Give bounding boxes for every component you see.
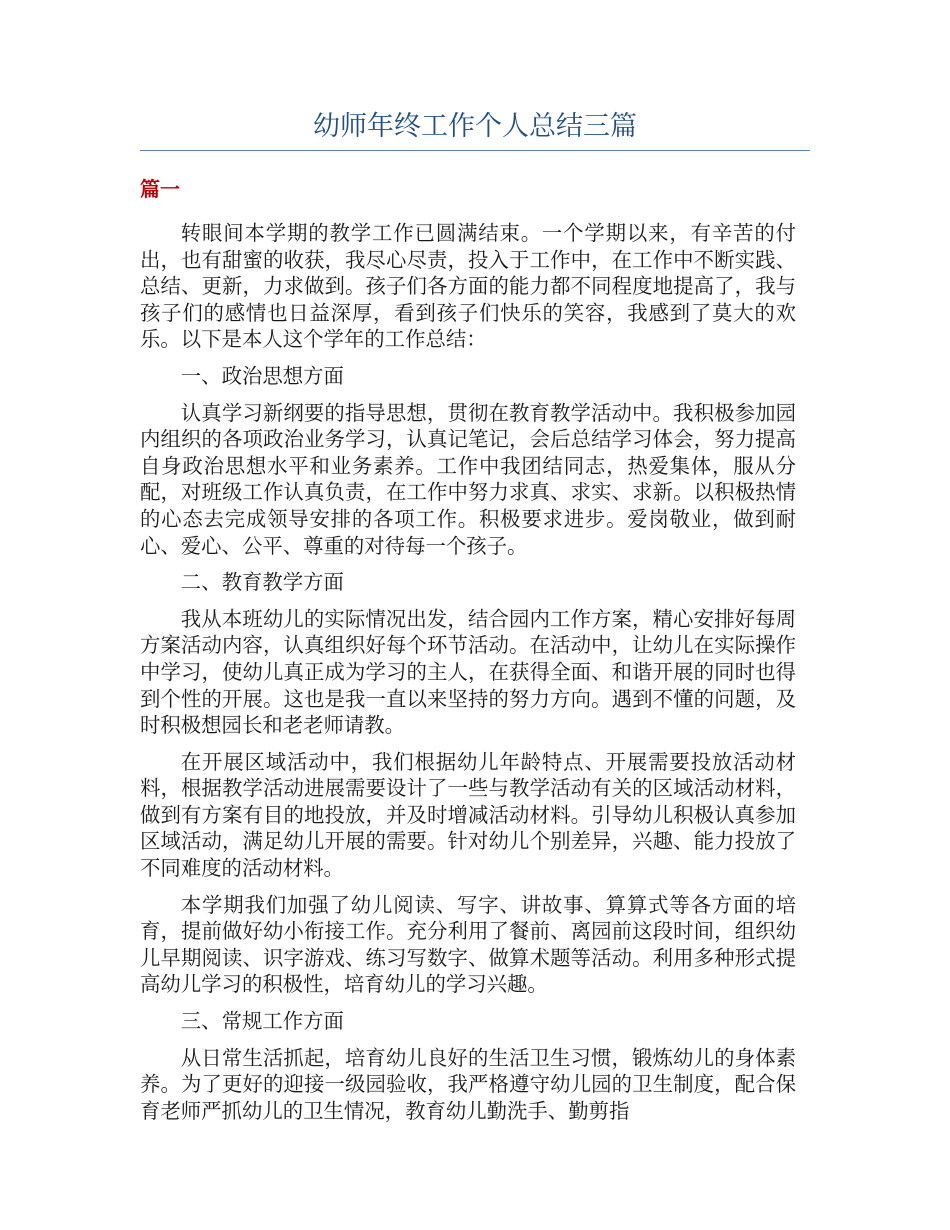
paragraph-teaching-1: 我从本班幼儿的实际情况出发，结合园内工作方案，精心安排好每周方案活动内容，认真组织好每个环节活动。在活动中，让幼儿在实际操作中学习，使幼儿真正成为学习的主人，在获得全面、和谐开展的同时也得到个性的开展。这也是我一直以来坚持的努力方向。遇到不懂的问题，及时积极想园长和老老师请教。 bbox=[140, 606, 796, 738]
paragraph-teaching-3: 本学期我们加强了幼儿阅读、写字、讲故事、算算式等各方面的培育，提前做好幼小衔接工作。充分利用了餐前、离园前这段时间，组织幼儿早期阅读、识字游戏、练习写数字、做算术题等活动。利用多种形式提高幼儿学习的积极性，培育幼儿的学习兴趣。 bbox=[140, 892, 796, 997]
title-divider bbox=[140, 150, 810, 151]
paragraph-teaching-2: 在开展区域活动中，我们根据幼儿年龄特点、开展需要投放活动材料，根据教学活动进展需要设计了一些与教学活动有关的区域活动材料，做到有方案有目的地投放，并及时增减活动材料。引导幼儿积极认真参加区域活动，满足幼儿开展的需要。针对幼儿个别差异，兴趣、能力投放了不同难度的活动材料。 bbox=[140, 749, 796, 881]
paragraph-routine: 从日常生活抓起，培育幼儿良好的生活卫生习惯，锻炼幼儿的身体素养。为了更好的迎接一级园验收，我严格遵守幼儿园的卫生制度，配合保育老师严抓幼儿的卫生情况，教育幼儿勤洗手、勤剪指 bbox=[140, 1045, 796, 1123]
document-body bbox=[140, 220, 796, 1134]
paragraph-intro: 转眼间本学期的教学工作已圆满结束。一个学期以来，有辛苦的付出，也有甜蜜的收获，我尽心尽责，投入于工作中，在工作中不断实践、总结、更新，力求做到。孩子们各方面的能力都不同程度地提高了，我与孩子们的感情也日益深厚，看到孩子们快乐的笑容，我感到了莫大的欢乐。以下是本人这个学年的工作总结： bbox=[140, 221, 796, 352]
section-label: 篇一 bbox=[140, 177, 180, 201]
subheading-routine: 三、常规工作方面 bbox=[180, 1009, 344, 1034]
document-title: 幼师年终工作个人总结三篇 bbox=[313, 111, 637, 142]
subheading-political: 一、政治思想方面 bbox=[180, 363, 344, 388]
subheading-teaching: 二、教育教学方面 bbox=[180, 570, 344, 595]
paragraph-political: 认真学习新纲要的指导思想，贯彻在教育教学活动中。我积极参加园内组织的各项政治业务学习，认真记笔记，会后总结学习体会，努力提高自身政治思想水平和业务素养。工作中我团结同志，热爱集体，服从分配，对班级工作认真负责，在工作中努力求真、求实、求新。以积极热情的心态去完成领导安排的各项工作。积极要求进步。爱岗敬业，做到耐心、爱心、公平、尊重的对待每一个孩子。 bbox=[140, 400, 796, 558]
